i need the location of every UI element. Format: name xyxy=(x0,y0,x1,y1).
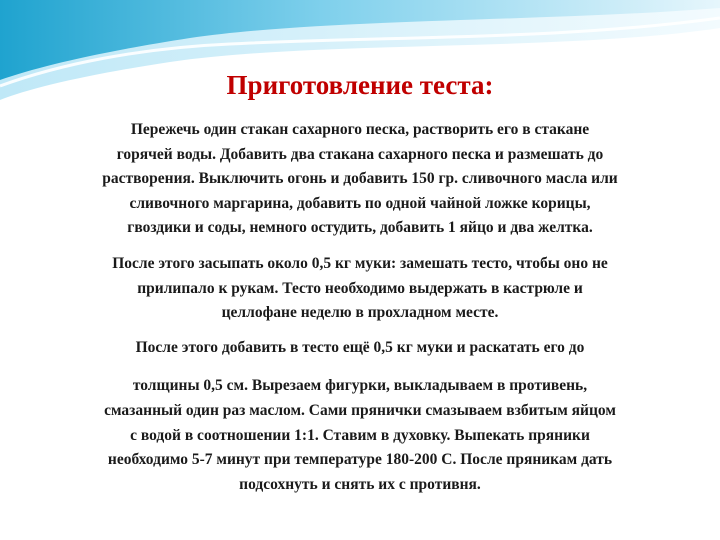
paragraph-flour xyxy=(40,252,680,326)
text-line: подсохнуть и снять их с противня. xyxy=(239,476,481,494)
text-line: толщины 0,5 см. Вырезаем фигурки, выкладываем в противень, xyxy=(132,377,588,394)
paragraph-roll-out xyxy=(40,336,680,361)
text-line: гвоздики и соды, немного остудить, добавить 1 яйцо и два желтка. xyxy=(127,219,593,237)
text-line: целлофане неделю в прохладном месте. xyxy=(221,304,499,322)
text-line: необходимо 5-7 минут при температуре 180-200 С. После пряникам дать xyxy=(107,451,613,469)
text-line: сливочного маргарина, добавить по одной чайной ложке корицы, xyxy=(129,194,591,212)
slide-title: Приготовление теста: xyxy=(226,70,494,100)
text-line: растворения. Выключить огонь и добавить 150 гр. сливочного масла или xyxy=(102,170,618,188)
paragraph-baking xyxy=(40,374,680,498)
paragraph-syrup xyxy=(40,118,680,241)
text-line: смазанный один раз маслом. Сами прянички смазываем взбитым яйцом xyxy=(104,401,616,419)
decorative-wave-header xyxy=(0,0,720,120)
text-line: После этого засыпать около 0,5 кг муки: замешать тесто, чтобы оно не xyxy=(112,255,608,272)
text-line: Пережечь один стакан сахарного песка, растворить его в стакане xyxy=(130,121,590,138)
text-line: с водой в соотношении 1:1. Ставим в духовку. Выпекать пряники xyxy=(130,426,590,444)
text-line: прилипало к рукам. Тесто необходимо выдержать в кастрюле и xyxy=(137,279,583,297)
text-line: горячей воды. Добавить два стакана сахарного песка и размешать до xyxy=(116,145,604,163)
text-line: После этого добавить в тесто ещё 0,5 кг муки и раскатать его до xyxy=(135,339,585,356)
